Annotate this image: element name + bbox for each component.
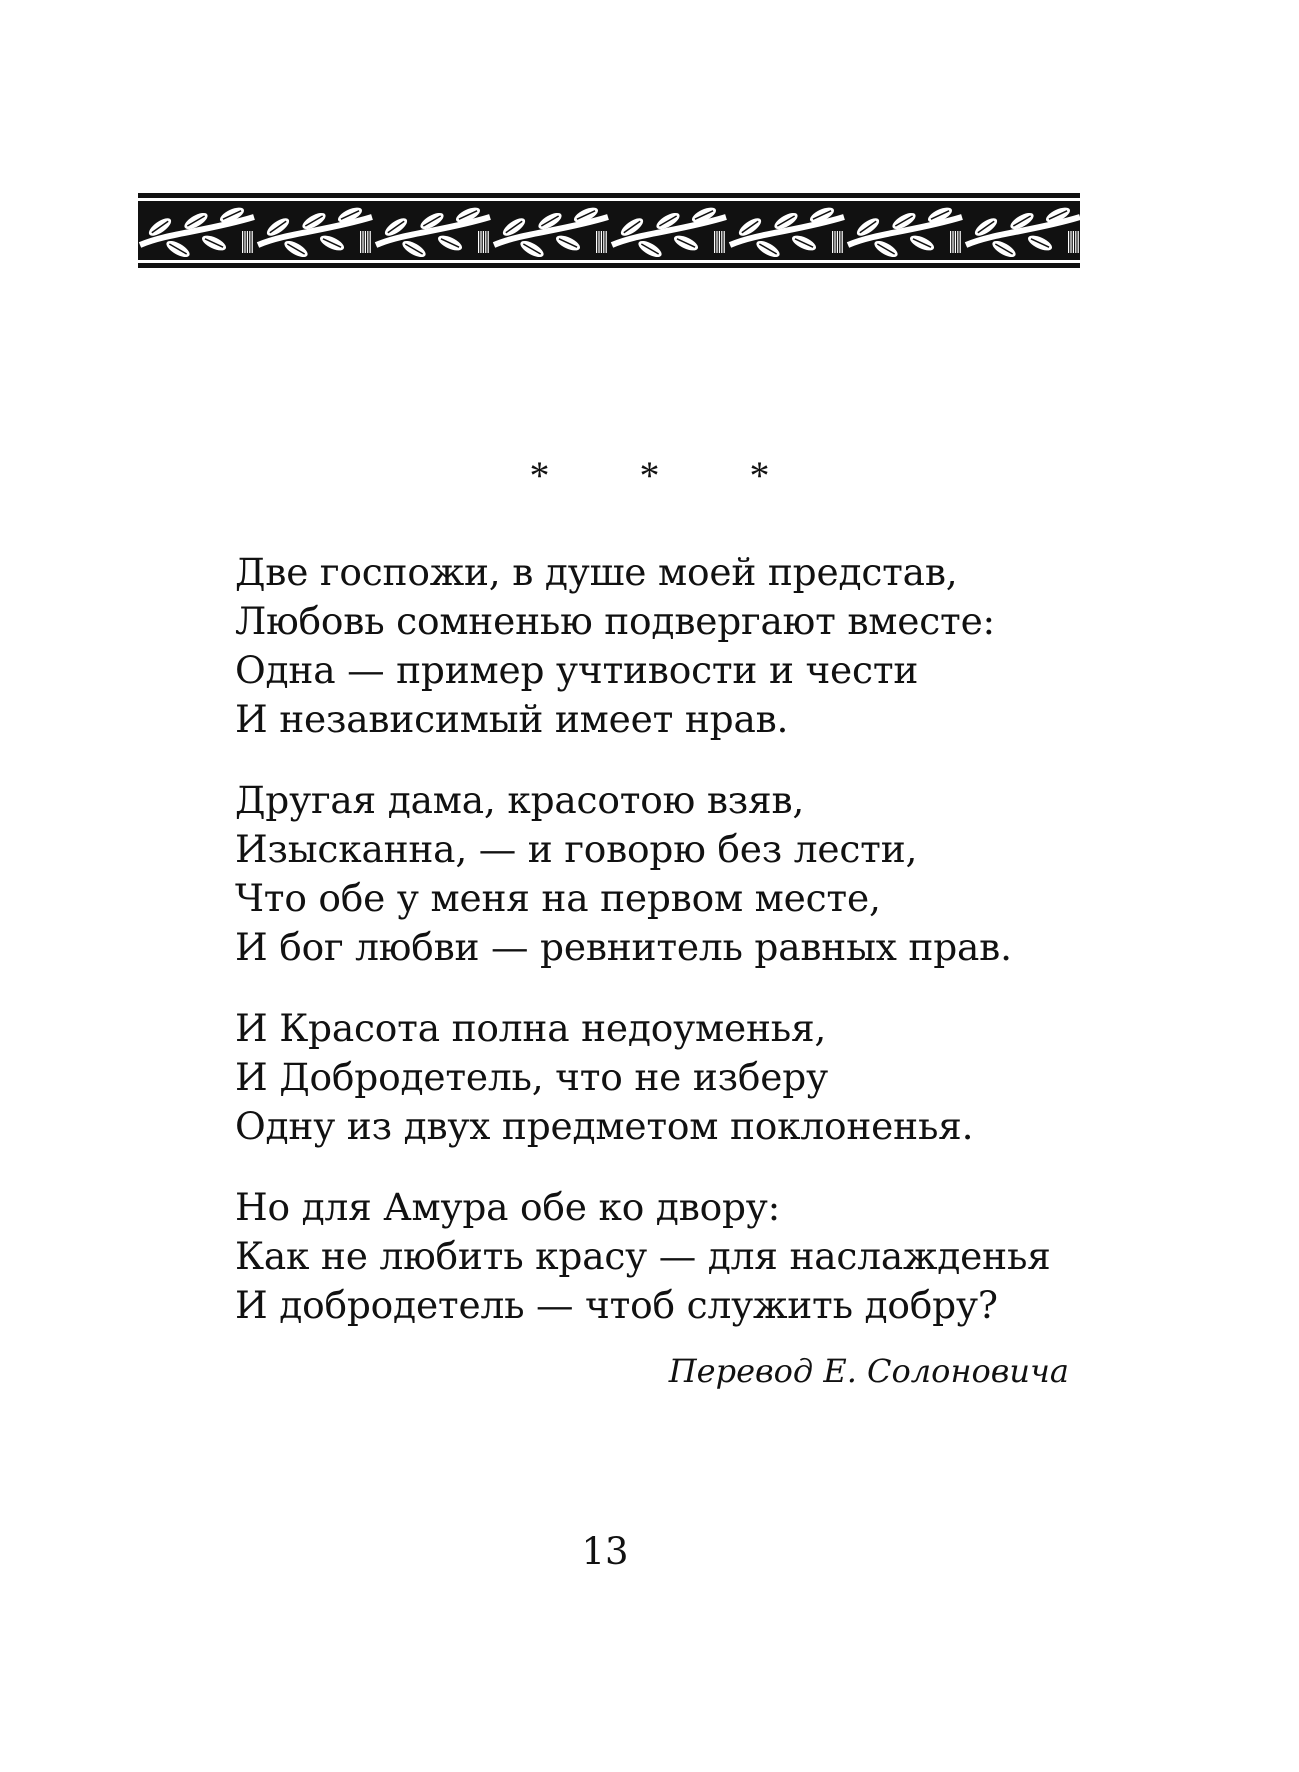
poem-line: И добродетель — чтоб служить добру? (235, 1283, 998, 1327)
laurel-band-ornament-icon (138, 193, 1080, 268)
poem-line: И бог любви — ревнитель равных прав. (235, 925, 1012, 969)
poem-line: И независимый имеет нрав. (235, 697, 789, 741)
poem-line: Что обе у меня на первом месте, (235, 876, 881, 920)
poem-line: И Красота полна недоуменья, (235, 1006, 827, 1050)
poem-line: Как не любить красу — для наслажденья (235, 1234, 1051, 1278)
stanza (235, 776, 1135, 972)
poem-line: Другая дама, красотою взяв, (235, 778, 805, 822)
poem (235, 548, 1135, 1362)
poem-line: Но для Амура обе ко двору: (235, 1185, 781, 1229)
poem-line: Любовь сомненью подвергают вместе: (235, 599, 995, 643)
stanza (235, 1004, 1135, 1151)
translator-credit: Перевод Е. Солоновича (668, 1352, 1069, 1390)
section-separator: * * * (529, 453, 810, 498)
stanza (235, 548, 1135, 744)
stanza (235, 1183, 1135, 1330)
poem-line: Одна — пример учтивости и чести (235, 648, 919, 692)
poem-line: Две госпожи, в душе моей представ, (235, 550, 958, 594)
page-number: 13 (581, 1530, 629, 1573)
poem-line: Изысканна, — и говорю без лести, (235, 827, 918, 871)
poem-line: Одну из двух предметом поклоненья. (235, 1104, 974, 1148)
poem-line: И Добродетель, что не изберу (235, 1055, 828, 1099)
